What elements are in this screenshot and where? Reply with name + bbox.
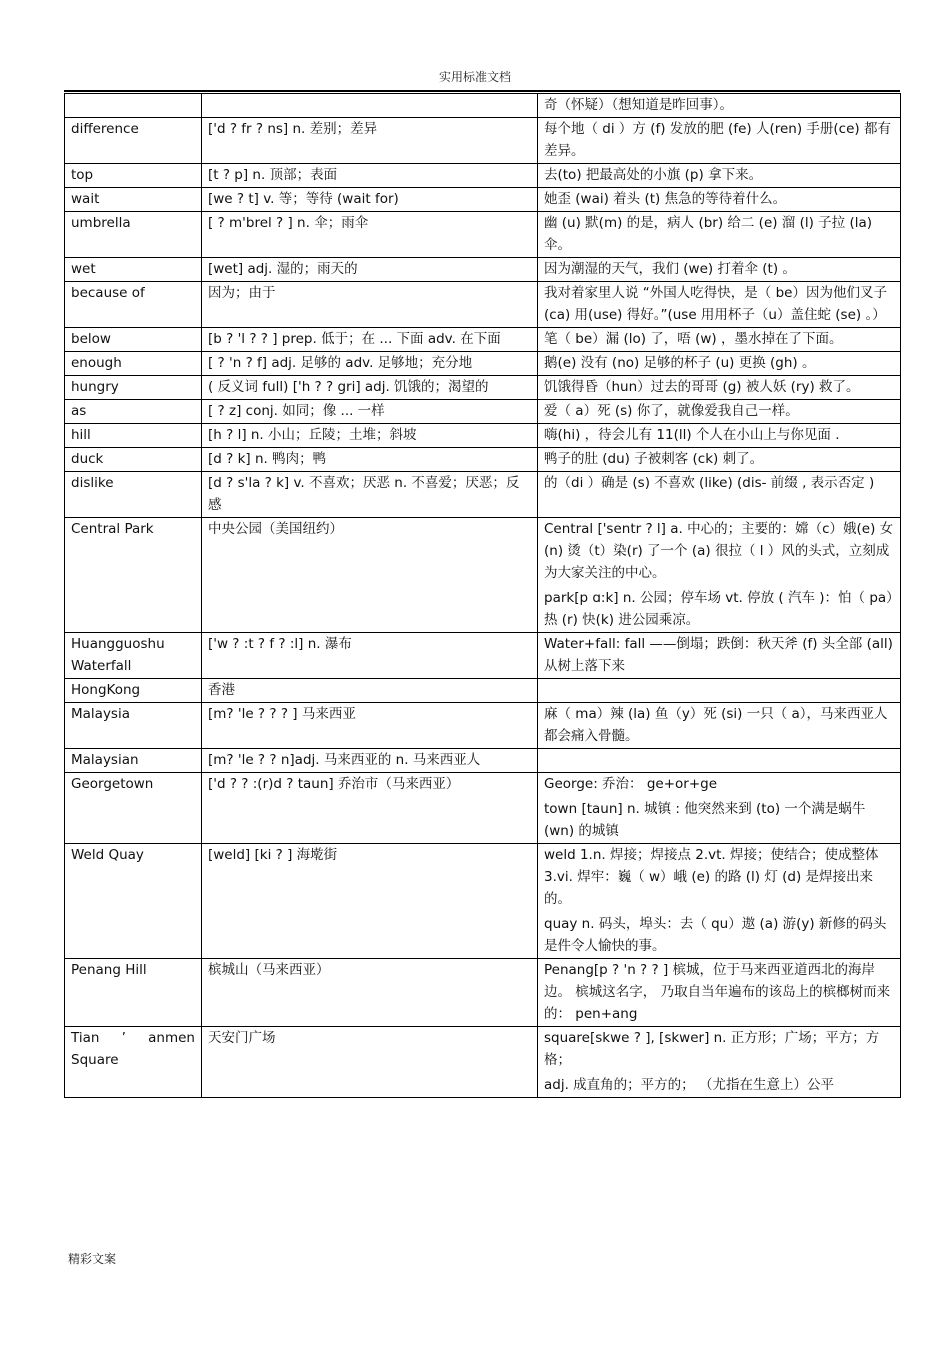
memory-tip-paragraph: weld 1.n. 焊接；焊接点 2.vt. 焊接；使结合；使成整体 3.vi. 焊牢：巍（ w）峨 (e) 的路 (l) 灯 (d) 是焊接出来的。	[544, 847, 879, 907]
table-row	[65, 164, 901, 188]
table-row	[65, 282, 901, 328]
table-row	[65, 703, 901, 749]
phonetic-meaning-cell: ['d ? ? :(r)d ? taun] 乔治市（马来西亚）	[202, 773, 538, 844]
phonetic-meaning-cell: ['d ? fr ? ns] n. 差别；差异	[202, 118, 538, 164]
table-row	[65, 258, 901, 282]
memory-tip-cell	[538, 1027, 901, 1098]
memory-tip-cell	[538, 518, 901, 633]
word-cell: duck	[65, 448, 202, 472]
memory-tip-paragraph: 每个地（ di ）方 (f) 发放的肥 (fe) 人(ren) 手册(ce) 都有差异。	[544, 121, 891, 159]
table-row	[65, 352, 901, 376]
phonetic-meaning-cell: ( 反义词 full) ['h ? ? gri] adj. 饥饿的；渴望的	[202, 376, 538, 400]
memory-tip-paragraph: 她歪 (wai) 着头 (t) 焦急的等待着什么。	[544, 191, 787, 207]
table-row	[65, 448, 901, 472]
memory-tip-paragraph: 爱（ a）死 (s) 你了，就像爱我自己一样。	[544, 403, 799, 419]
memory-tip-paragraph: 的（di ）确是 (s) 不喜欢 (like) (dis- 前缀 , 表示否定 )	[544, 475, 875, 491]
table-row	[65, 1027, 901, 1098]
memory-tip-paragraph: town [taun] n. 城镇 : 他突然来到 (to) 一个满是蜗牛 (wn) 的城镇	[544, 801, 866, 839]
phonetic-meaning-cell: 因为；由于	[202, 282, 538, 328]
table-row	[65, 844, 901, 959]
memory-tip-paragraph: Central ['sentr ? l] a. 中心的；主要的：嫦（c）娥(e) 女(n) 烫（t）染(r) 了一个 (a) 很拉（ l ）风的头式，立刻成为大家关注的中心。	[544, 521, 894, 581]
memory-tip-paragraph: George: 乔治： ge+or+ge	[544, 776, 718, 792]
memory-tip-cell	[538, 424, 901, 448]
phonetic-meaning-cell	[202, 94, 538, 118]
word-cell: Malaysian	[65, 749, 202, 773]
phonetic-meaning-cell: [d ? k] n. 鸭肉；鸭	[202, 448, 538, 472]
word-cell: Georgetown	[65, 773, 202, 844]
memory-tip-cell	[538, 352, 901, 376]
memory-tip-cell	[538, 472, 901, 518]
phonetic-meaning-cell: [we ? t] v. 等；等待 (wait for)	[202, 188, 538, 212]
table-row	[65, 400, 901, 424]
phonetic-meaning-cell: [ ? z] conj. 如同；像 ... 一样	[202, 400, 538, 424]
phonetic-meaning-cell: 中央公园（美国纽约）	[202, 518, 538, 633]
phonetic-meaning-cell: [h ? l] n. 小山；丘陵；土堆；斜坡	[202, 424, 538, 448]
table-row	[65, 118, 901, 164]
phonetic-meaning-cell: [ ? m'brel ? ] n. 伞；雨伞	[202, 212, 538, 258]
memory-tip-cell	[538, 633, 901, 679]
memory-tip-paragraph: 幽 (u) 默(m) 的是，病人 (br) 给二 (e) 溜 (l) 子拉 (la) 伞。	[544, 215, 873, 253]
memory-tip-cell	[538, 212, 901, 258]
phonetic-meaning-cell: 天安门广场	[202, 1027, 538, 1098]
memory-tip-cell	[538, 282, 901, 328]
phonetic-meaning-cell: [t ? p] n. 顶部；表面	[202, 164, 538, 188]
table-row	[65, 773, 901, 844]
memory-tip-cell	[538, 376, 901, 400]
page-footer: 精彩文案	[68, 1252, 117, 1266]
memory-tip-cell	[538, 749, 901, 773]
word-cell: hungry	[65, 376, 202, 400]
word-cell: hill	[65, 424, 202, 448]
memory-tip-cell	[538, 258, 901, 282]
page-header: 实用标准文档	[438, 70, 511, 84]
phonetic-meaning-cell: [m? 'le ? ? n]adj. 马来西亚的 n. 马来西亚人	[202, 749, 538, 773]
word-cell: as	[65, 400, 202, 424]
memory-tip-cell	[538, 703, 901, 749]
phonetic-meaning-cell: 香港	[202, 679, 538, 703]
word-cell: below	[65, 328, 202, 352]
word-cell: Weld Quay	[65, 844, 202, 959]
word-cell: enough	[65, 352, 202, 376]
memory-tip-cell	[538, 400, 901, 424]
memory-tip-paragraph: Water+fall: fall ——倒塌；跌倒：秋天斧 (f) 头全部 (all) 从树上落下来	[544, 636, 893, 674]
memory-tip-cell	[538, 328, 901, 352]
memory-tip-cell	[538, 448, 901, 472]
memory-tip-cell	[538, 164, 901, 188]
memory-tip-paragraph: Penang[p ? 'n ? ? ] 槟城，位于马来西亚道西北的海岸边。 槟城这名字， 乃取自当年遍布的该岛上的槟榔树而来的： pen+ang	[544, 962, 891, 1022]
word-cell: dislike	[65, 472, 202, 518]
memory-tip-paragraph: 鹅(e) 没有 (no) 足够的杯子 (u) 更换 (gh) 。	[544, 355, 816, 371]
table-row	[65, 188, 901, 212]
table-row	[65, 518, 901, 633]
word-cell: Malaysia	[65, 703, 202, 749]
table-row	[65, 94, 901, 118]
word-cell: top	[65, 164, 202, 188]
phonetic-meaning-cell: [b ? 'l ? ? ] prep. 低于；在 ... 下面 adv. 在下面	[202, 328, 538, 352]
memory-tip-paragraph: 奇（怀疑）（想知道是昨回事）。	[544, 97, 733, 113]
phonetic-meaning-cell: [wet] adj. 湿的；雨天的	[202, 258, 538, 282]
word-cell: Tian ’ anmen Square	[65, 1027, 202, 1098]
memory-tip-paragraph: 笔（ be）漏 (lo) 了，唔 (w) ，墨水掉在了下面。	[544, 331, 843, 347]
memory-tip-cell	[538, 959, 901, 1027]
memory-tip-cell	[538, 94, 901, 118]
table-row	[65, 328, 901, 352]
memory-tip-cell	[538, 188, 901, 212]
memory-tip-paragraph: 鸭子的肚 (du) 子被刺客 (ck) 刺了。	[544, 451, 764, 467]
word-cell	[65, 94, 202, 118]
memory-tip-paragraph: quay n. 码头，埠头：去（ qu）遨 (a) 游(y) 新修的码头是件令人愉快的事。	[544, 916, 887, 954]
header-rule	[64, 90, 900, 92]
phonetic-meaning-cell: ['w ? :t ? f ? :l] n. 瀑布	[202, 633, 538, 679]
word-cell: difference	[65, 118, 202, 164]
memory-tip-paragraph: 因为潮湿的天气，我们 (we) 打着伞 (t) 。	[544, 261, 796, 277]
memory-tip-paragraph: 麻（ ma）辣 (la) 鱼（y）死 (si) 一只（ a），马来西亚人都会痛入骨髓。	[544, 706, 888, 744]
table-row	[65, 679, 901, 703]
table-row	[65, 633, 901, 679]
memory-tip-paragraph: park[p ɑ:k] n. 公园；停车场 vt. 停放 ( 汽车 )：怕（ pa）热 (r) 快(k) 进公园乘凉。	[544, 590, 893, 628]
phonetic-meaning-cell: [m? 'le ? ? ? ] 马来西亚	[202, 703, 538, 749]
word-cell: Penang Hill	[65, 959, 202, 1027]
memory-tip-paragraph: 我对着家里人说 “外国人吃得快，是（ be）因为他们叉子 (ca) 用(use) 得好。”(use 用用杯子（u）盖住蛇 (se) 。）	[544, 285, 887, 323]
vocabulary-table	[64, 93, 901, 1098]
word-cell: umbrella	[65, 212, 202, 258]
memory-tip-cell	[538, 118, 901, 164]
phonetic-meaning-cell: 槟城山（马来西亚）	[202, 959, 538, 1027]
phonetic-meaning-cell: [weld] [ki ? ] 海墘街	[202, 844, 538, 959]
phonetic-meaning-cell: [d ? s'la ? k] v. 不喜欢；厌恶 n. 不喜爱；厌恶；反感	[202, 472, 538, 518]
word-cell: Huangguoshu Waterfall	[65, 633, 202, 679]
vocabulary-table-body	[65, 94, 901, 1098]
memory-tip-paragraph: 嗨(hi) ，待会儿有 11(ll) 个人在小山上与你见面 .	[544, 427, 840, 443]
memory-tip-cell	[538, 844, 901, 959]
memory-tip-paragraph: adj. 成直角的；平方的； （尤指在生意上）公平	[544, 1077, 834, 1093]
table-row	[65, 376, 901, 400]
memory-tip-cell	[538, 773, 901, 844]
table-row	[65, 472, 901, 518]
table-row	[65, 424, 901, 448]
word-cell: HongKong	[65, 679, 202, 703]
memory-tip-cell	[538, 679, 901, 703]
phonetic-meaning-cell: [ ? 'n ? f] adj. 足够的 adv. 足够地；充分地	[202, 352, 538, 376]
memory-tip-paragraph: square[skwe ? ], [skwer] n. 正方形；广场；平方；方格；	[544, 1030, 880, 1068]
word-cell: wet	[65, 258, 202, 282]
word-cell: wait	[65, 188, 202, 212]
memory-tip-paragraph: 饥饿得昏（hun）过去的哥哥 (g) 被人妖 (ry) 救了。	[544, 379, 860, 395]
memory-tip-paragraph: 去(to) 把最高处的小旗 (p) 拿下来。	[544, 167, 763, 183]
word-cell: Central Park	[65, 518, 202, 633]
table-row	[65, 959, 901, 1027]
table-row	[65, 749, 901, 773]
table-row	[65, 212, 901, 258]
word-cell: because of	[65, 282, 202, 328]
